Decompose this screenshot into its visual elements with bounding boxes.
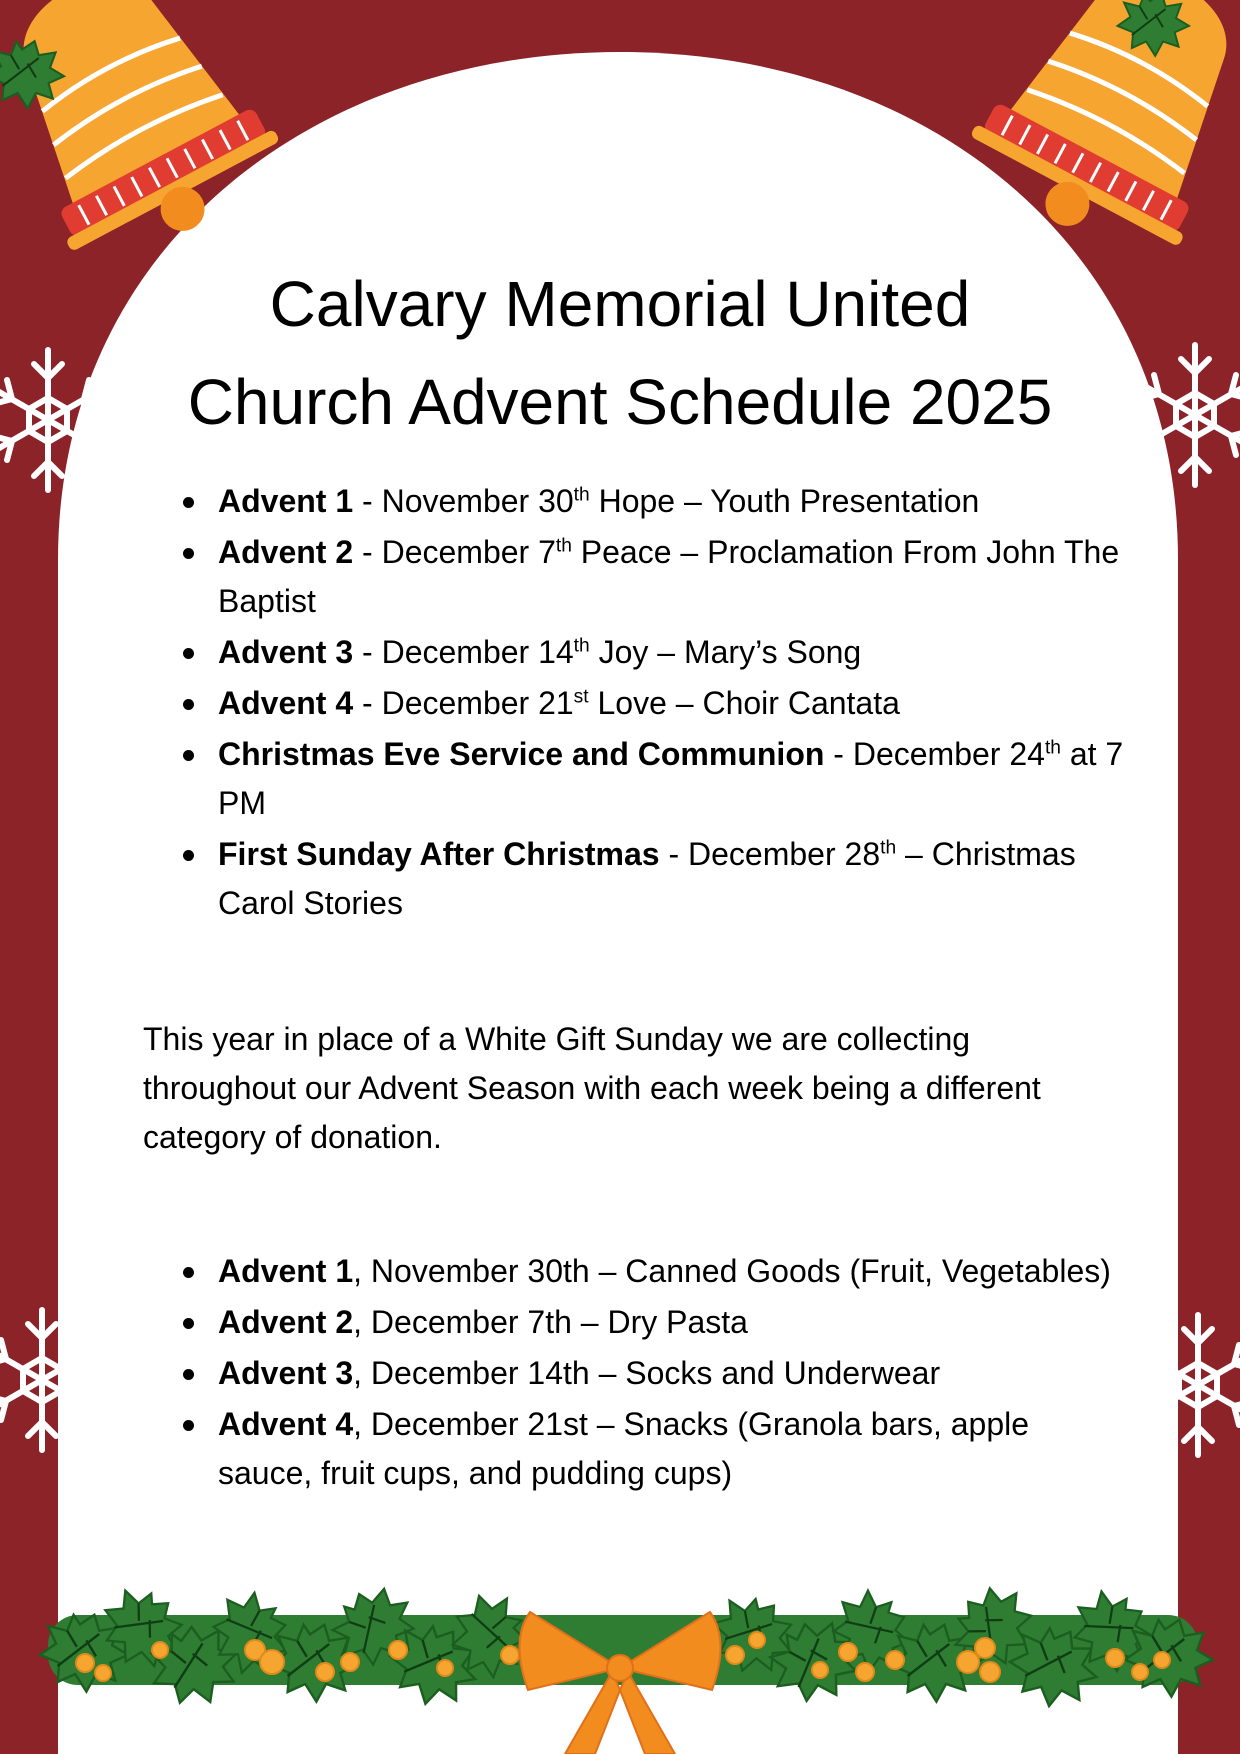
list-item [180,1298,1130,1347]
item-detail: – Christmas Carol Stories [218,836,1076,921]
title-line-2: Church Advent Schedule 2025 [187,366,1053,438]
item-detail: Hope – Youth Presentation [589,483,980,519]
item-label: Advent 1 [218,483,354,519]
item-label: First Sunday After Christmas [218,836,660,872]
item-date: December 7 [381,534,556,570]
item-detail: , December 21st – Snacks (Granola bars, apple sauce, fruit cups, and pudding cups) [218,1406,1030,1491]
item-label: Advent 3 [218,1355,354,1391]
item-label: Advent 2 [218,1304,354,1340]
item-date: December 24 [852,736,1045,772]
page-title [130,255,1110,451]
list-item: Advent 2 - December 7th Peace – Proclamation From John The Baptist [180,528,1130,626]
item-date: December 21 [381,685,574,721]
item-detail: at 7 PM [218,736,1124,821]
title-line-1: Calvary Memorial United [269,268,971,340]
item-date: December 28 [688,836,881,872]
list-item [180,1349,1130,1398]
item-label: Advent 3 [218,634,354,670]
item-detail: , November 30th – Canned Goods (Fruit, Vegetables) [353,1253,1111,1289]
item-date: December 14 [381,634,574,670]
list-item [180,1400,1130,1498]
list-item: Advent 3 - December 14th Joy – Mary’s Song [180,628,1130,677]
list-item: First Sunday After Christmas - December 28th – Christmas Carol Stories [180,830,1130,928]
item-detail: Peace – Proclamation From John The Baptist [218,534,1120,619]
list-item: Advent 1 - November 30th Hope – Youth Presentation [180,477,1130,526]
advent-schedule-list [180,477,1130,930]
list-item: Advent 4 - December 21st Love – Choir Cantata [180,679,1130,728]
item-date: November 30 [381,483,574,519]
item-label: Advent 2 [218,534,354,570]
list-item: Christmas Eve Service and Communion - December 24th at 7 PM [180,730,1130,828]
donation-list [180,1247,1130,1500]
item-label: Advent 4 [218,685,354,721]
item-detail: Love – Choir Cantata [588,685,900,721]
list-item [180,1247,1130,1296]
item-label: Advent 4 [218,1406,354,1442]
item-detail: , December 14th – Socks and Underwear [353,1355,941,1391]
item-detail: , December 7th – Dry Pasta [353,1304,748,1340]
item-label: Christmas Eve Service and Communion [218,736,825,772]
item-label: Advent 1 [218,1253,354,1289]
donation-intro-paragraph: This year in place of a White Gift Sunday we are collecting throughout our Advent Season with each week being a different category of donation. [143,1021,1041,1155]
item-detail: Joy – Mary’s Song [589,634,862,670]
